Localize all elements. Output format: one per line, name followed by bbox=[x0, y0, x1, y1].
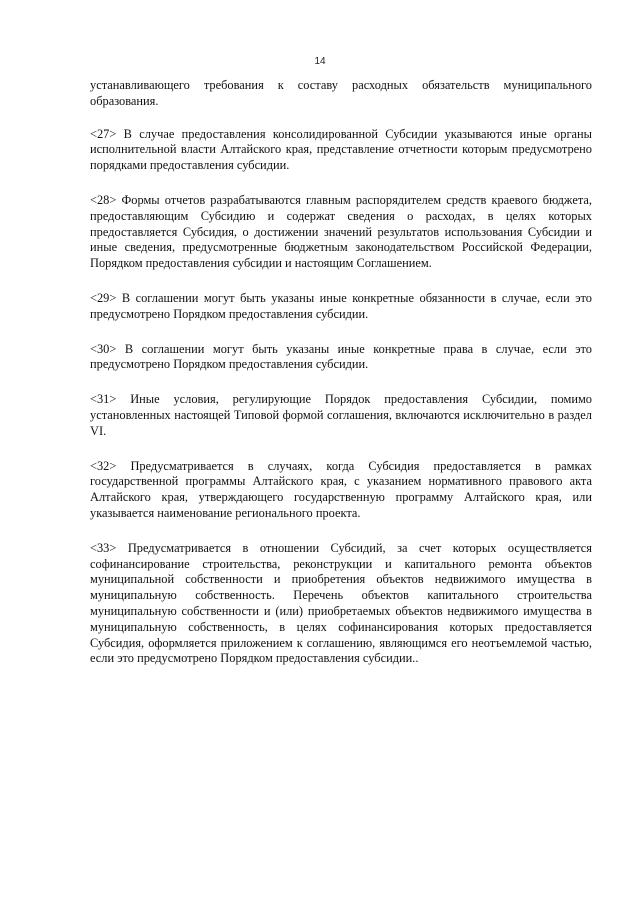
paragraph-continuation: устанавливающего требования к составу расходных обязательств муниципального образования. bbox=[90, 78, 592, 108]
page-number: 14 bbox=[314, 56, 326, 67]
footnote-32: <32> Предусматривается в случаях, когда Субсидия предоставляется в рамках государственной программы Алтайского края, с указанием нормативного правового акта Алтайского края, утверждающего государственную программу Алтайского края, или указывается наименование регионального проекта. bbox=[90, 458, 592, 520]
footnote-29: <29> В соглашении могут быть указаны иные конкретные обязанности в случае, если это предусмотрено Порядком предоставления субсидии. bbox=[90, 290, 592, 321]
page-content bbox=[90, 78, 592, 686]
footnote-27: <27> В случае предоставления консолидированной Субсидии указываются иные органы исполнительной власти Алтайского края, представление отчетности которым предусмотрено порядками предоставления субсидии. bbox=[90, 126, 592, 173]
footnote-31: <31> Иные условия, регулирующие Порядок предоставления Субсидии, помимо установленных настоящей Типовой формой соглашения, включаются исключительно в раздел VI. bbox=[90, 392, 592, 438]
footnote-28: <28> Формы отчетов разрабатываются главным распорядителем средств краевого бюджета, предоставляющим Субсидию и содержат сведения о расходах, в целях которых предоставляется Субсидия, о достижении значений результатов использования Субсидии и иные сведения, предусмотренные бюджетным законодательством Российской Федерации, Порядком предоставления субсидии и настоящим Соглашением. bbox=[90, 192, 592, 271]
footnote-33: <33> Предусматривается в отношении Субсидий, за счет которых осуществляется софинансирование строительства, реконструкции и капитального ремонта объектов муниципальной собственности и приобретения объектов недвижимого имущества в муниципальную собственность. Перечень объектов капитального строительства муниципальную собственности и (или) приобретаемых объектов недвижимого имущества в муниципальную собственность, в целях софинансирования которых предоставляется Субсидия, оформляется приложением к соглашению, являющимся его неотъемлемой частью, если это предусмотрено Порядком предоставления субсидии.. bbox=[90, 540, 592, 666]
footnote-30: <30> В соглашении могут быть указаны иные конкретные права в случае, если это предусмотрено Порядком предоставления субсидии. bbox=[90, 341, 592, 372]
